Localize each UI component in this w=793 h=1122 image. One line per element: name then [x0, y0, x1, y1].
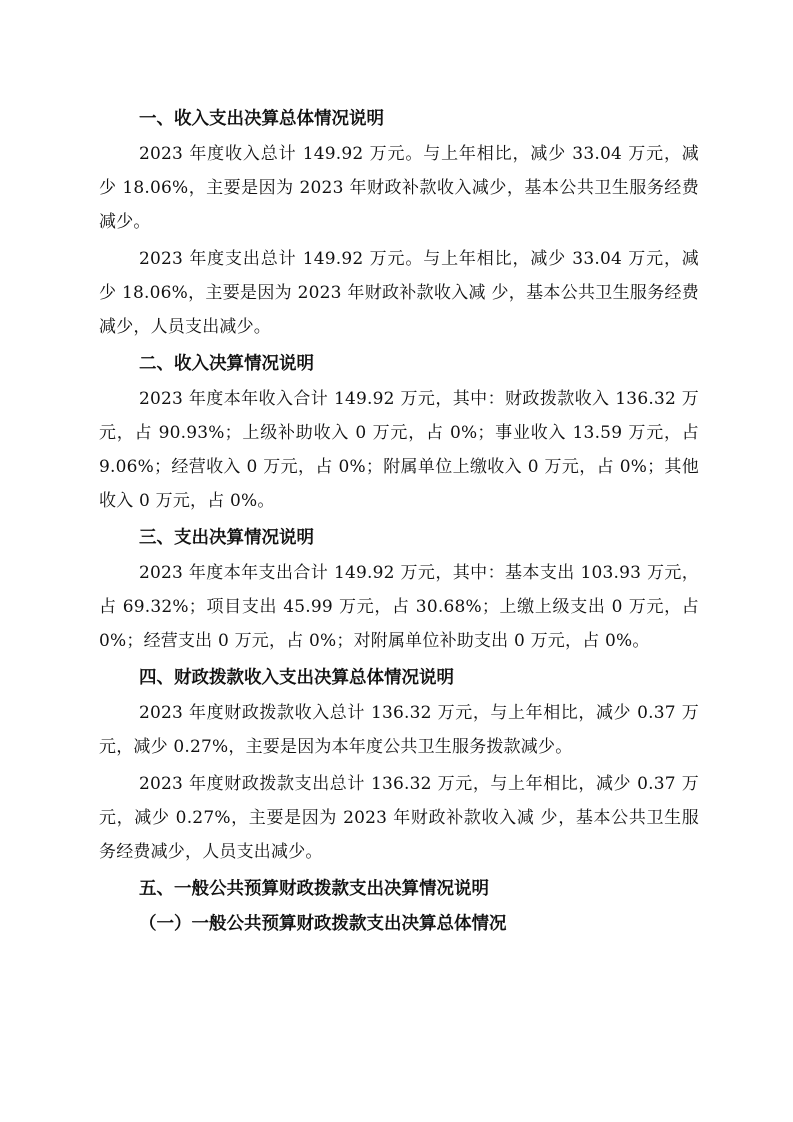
section-heading-4: 四、财政拨款收入支出决算总体情况说明	[139, 668, 454, 688]
section-3-paragraph-1: 2023 年度本年支出合计 149.92 万元，其中：基本支出 103.93 万元，占 69.32%；项目支出 45.99 万元，占 30.68%；上缴上级支出 0 万元，占 0%；经营支出 0 万元，占 0%；对附属单位补助支出 0 万元，占 0%。	[99, 563, 699, 651]
section-4-paragraph-2: 2023 年度财政拨款支出总计 136.32 万元，与上年相比，减少 0.37 万元，减少 0.27%，主要是因为 2023 年财政补款收入减 少，基本公共卫生服务经费减少，人员支出减少。	[99, 774, 699, 862]
document-body	[99, 102, 699, 942]
section-heading-5: 五、一般公共预算财政拨款支出决算情况说明	[139, 879, 489, 899]
section-heading-1: 一、收入支出决算总体情况说明	[139, 109, 384, 129]
section-4-paragraph-1: 2023 年度财政拨款收入总计 136.32 万元，与上年相比，减少 0.37 万元，减少 0.27%，主要是因为本年度公共卫生服务拨款减少。	[99, 703, 699, 757]
section-1-paragraph-1: 2023 年度收入总计 149.92 万元。与上年相比，减少 33.04 万元，减少 18.06%，主要是因为 2023 年财政补款收入减少，基本公共卫生服务经费减少。	[99, 144, 699, 232]
section-1-paragraph-2: 2023 年度支出总计 149.92 万元。与上年相比，减少 33.04 万元，减少 18.06%，主要是因为 2023 年财政补款收入减 少，基本公共卫生服务经费减少，人员支出减少。	[99, 249, 699, 337]
subsection-heading-5-1: （一）一般公共预算财政拨款支出决算总体情况	[139, 914, 507, 934]
section-heading-2: 二、收入决算情况说明	[139, 354, 314, 374]
section-heading-3: 三、支出决算情况说明	[139, 528, 314, 548]
section-2-paragraph-1: 2023 年度本年收入合计 149.92 万元，其中：财政拨款收入 136.32 万元，占 90.93%；上级补助收入 0 万元，占 0%；事业收入 13.59 万元，占 9.06%；经营收入 0 万元，占 0%；附属单位上缴收入 0 万元，占 0%；其他收入 0 万元，占 0%。	[99, 389, 699, 511]
